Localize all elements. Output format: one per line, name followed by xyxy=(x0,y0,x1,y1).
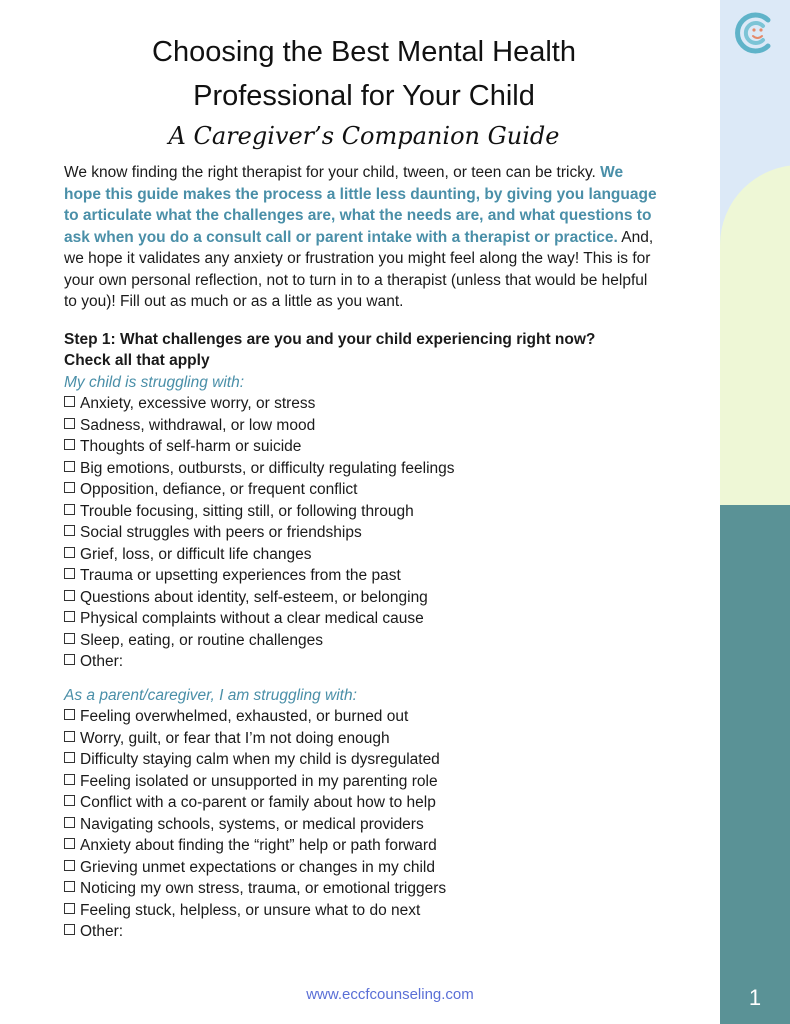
checkbox-icon[interactable] xyxy=(64,418,75,429)
step-1-heading xyxy=(64,329,664,372)
intro-text-1: We know finding the right therapist for your child, tween, or teen can be tricky. xyxy=(64,164,601,181)
checklist-item xyxy=(64,706,664,728)
checklist-item xyxy=(64,900,664,922)
checklist-item xyxy=(64,415,664,437)
checklist-item-label: Difficulty staying calm when my child is dysregulated xyxy=(80,751,440,768)
eccf-logo-icon xyxy=(730,8,780,58)
child-checklist xyxy=(64,393,664,673)
parent-checklist xyxy=(64,706,664,943)
document-body xyxy=(64,30,664,943)
checklist-item xyxy=(64,479,664,501)
page-subtitle: A Caregiver’s Companion Guide xyxy=(168,122,560,150)
footer-url[interactable]: www.eccfcounseling.com xyxy=(306,986,474,1003)
sidebar-band-teal xyxy=(720,505,790,1024)
page-number: 1 xyxy=(748,985,762,1010)
checklist-item xyxy=(64,792,664,814)
checklist-item-label: Grieving unmet expectations or changes in my child xyxy=(80,858,435,876)
checklist-item-label: Trauma or upsetting experiences from the past xyxy=(80,567,401,584)
step-1-heading-line-2: Check all that apply xyxy=(64,352,210,369)
checklist-item xyxy=(64,728,664,750)
checkbox-icon[interactable] xyxy=(64,774,75,785)
checkbox-icon[interactable] xyxy=(64,709,75,720)
step-1-heading-line-1: Step 1: What challenges are you and your child experiencing right now? xyxy=(64,330,596,348)
checklist-item-label: Noticing my own stress, trauma, or emotional triggers xyxy=(80,880,447,897)
checklist-item xyxy=(64,857,664,879)
checklist-item-label: Anxiety about finding the “right” help or path forward xyxy=(80,837,437,854)
checklist-item xyxy=(64,608,664,630)
checklist-item xyxy=(64,501,664,523)
checkbox-icon[interactable] xyxy=(64,482,75,493)
checkbox-icon[interactable] xyxy=(64,611,75,622)
checklist-item xyxy=(64,749,664,771)
checkbox-icon[interactable] xyxy=(64,838,75,849)
checklist-item-label: Grief, loss, or difficult life changes xyxy=(80,545,312,563)
checkbox-icon[interactable] xyxy=(64,547,75,558)
checkbox-icon[interactable] xyxy=(64,795,75,806)
checkbox-icon[interactable] xyxy=(64,525,75,536)
checkbox-icon[interactable] xyxy=(64,860,75,871)
checkbox-icon[interactable] xyxy=(64,461,75,472)
title-line-1: Choosing the Best Mental Health xyxy=(152,36,576,68)
checklist-item xyxy=(64,921,664,943)
checkbox-icon[interactable] xyxy=(64,568,75,579)
checkbox-icon[interactable] xyxy=(64,752,75,763)
checklist-item-label: Sleep, eating, or routine challenges xyxy=(80,631,323,649)
checkbox-icon[interactable] xyxy=(64,881,75,892)
checklist-item xyxy=(64,587,664,609)
checklist-item xyxy=(64,436,664,458)
decorative-sidebar xyxy=(720,0,790,1024)
checkbox-icon[interactable] xyxy=(64,924,75,935)
checkbox-icon[interactable] xyxy=(64,633,75,644)
checklist-item-label: Sadness, withdrawal, or low mood xyxy=(80,416,316,434)
checklist-item xyxy=(64,630,664,652)
page-title xyxy=(64,30,664,118)
checkbox-icon[interactable] xyxy=(64,731,75,742)
checklist-item-label: Opposition, defiance, or frequent conflict xyxy=(80,481,358,498)
checklist-item-label: Trouble focusing, sitting still, or following through xyxy=(80,502,414,520)
checklist-item xyxy=(64,814,664,836)
checkbox-icon[interactable] xyxy=(64,439,75,450)
checklist-item-label: Feeling isolated or unsupported in my parenting role xyxy=(80,772,438,790)
checkbox-icon[interactable] xyxy=(64,504,75,515)
checklist-item-label: Thoughts of self-harm or suicide xyxy=(80,438,302,455)
checklist-item-label: Big emotions, outbursts, or difficulty regulating feelings xyxy=(80,459,455,477)
checklist-item xyxy=(64,878,664,900)
checkbox-icon[interactable] xyxy=(64,590,75,601)
checklist-item-label: Other: xyxy=(80,653,124,670)
checklist-item xyxy=(64,522,664,544)
checklist-item xyxy=(64,565,664,587)
checkbox-icon[interactable] xyxy=(64,396,75,407)
checklist-item xyxy=(64,458,664,480)
checkbox-icon[interactable] xyxy=(64,654,75,665)
checklist-item-label: Anxiety, excessive worry, or stress xyxy=(80,395,316,412)
parent-section-label: As a parent/caregiver, I am struggling with: xyxy=(64,686,357,704)
checklist-item-label: Feeling stuck, helpless, or unsure what to do next xyxy=(80,901,421,919)
title-line-2: Professional for Your Child xyxy=(193,80,535,112)
intro-paragraph xyxy=(64,162,664,313)
checklist-item-label: Questions about identity, self-esteem, or belonging xyxy=(80,588,428,606)
checkbox-icon[interactable] xyxy=(64,817,75,828)
checklist-item xyxy=(64,771,664,793)
intro-text-2: And, we hope it validates any anxiety or frustration you might feel along the way! This is for your own personal reflection, not to turn in to a therapist (unless that would be helpful to you)! Fill out as much or as a little as you want. xyxy=(64,228,654,310)
child-section-label: My child is struggling with: xyxy=(64,373,245,391)
checkbox-icon[interactable] xyxy=(64,903,75,914)
checklist-item-label: Worry, guilt, or fear that I’m not doing enough xyxy=(80,729,390,747)
checklist-item-label: Other: xyxy=(80,923,124,940)
checklist-item-label: Feeling overwhelmed, exhausted, or burned out xyxy=(80,708,409,725)
checklist-item-label: Social struggles with peers or friendships xyxy=(80,524,362,541)
checklist-item xyxy=(64,544,664,566)
checklist-item xyxy=(64,651,664,673)
checklist-item-label: Conflict with a co-parent or family about how to help xyxy=(80,794,436,811)
checklist-item xyxy=(64,393,664,415)
checklist-item-label: Physical complaints without a clear medical cause xyxy=(80,610,424,627)
checklist-item-label: Navigating schools, systems, or medical providers xyxy=(80,815,424,833)
intro-highlight: We hope this guide makes the process a little less daunting, by giving you language to articulate what the challenges are, what the needs are, and what questions to ask when you do a consult call or parent intake with a therapist or practice. xyxy=(64,164,657,246)
checklist-item xyxy=(64,835,664,857)
